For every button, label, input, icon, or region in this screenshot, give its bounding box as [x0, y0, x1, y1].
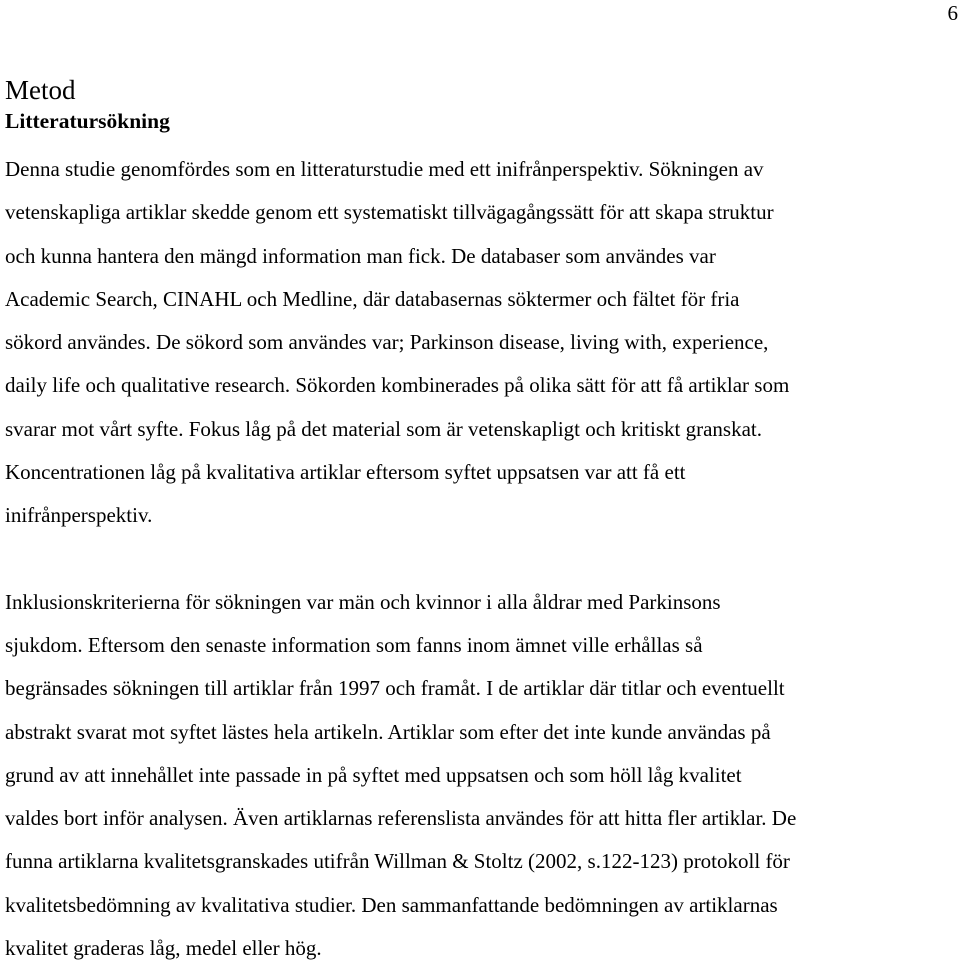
- paragraph-method-description: [5, 148, 957, 538]
- text-line: begränsades sökningen till artiklar från 1997 och framåt. I de artiklar där titlar och eventuellt: [5, 676, 785, 701]
- text-line: funna artiklarna kvalitetsgranskades utifrån Willman & Stoltz (2002, s.122-123) protokoll för: [5, 849, 790, 874]
- text-line: kvalitetsbedömning av kvalitativa studier. Den sammanfattande bedömningen av artiklarnas: [5, 892, 778, 917]
- page-number: 6: [947, 1, 958, 25]
- text-line: Academic Search, CINAHL och Medline, där databasernas söktermer och fältet för fria: [5, 286, 740, 311]
- section-title: Metod: [5, 75, 76, 105]
- document-body: [5, 72, 957, 970]
- text-line: vetenskapliga artiklar skedde genom ett systematiskt tillvägagångssätt för att skapa struktur: [5, 200, 774, 225]
- text-line: Denna studie genomfördes som en litteraturstudie med ett inifrånperspektiv. Sökningen av: [5, 157, 764, 181]
- text-line: kvalitet graderas låg, medel eller hög.: [5, 936, 322, 961]
- text-line: abstrakt svarat mot syftet lästes hela artikeln. Artiklar som efter det inte kunde användas på: [5, 719, 771, 744]
- paragraph-spacer: [5, 538, 957, 581]
- paragraph-inclusion-criteria: [5, 581, 957, 970]
- text-line: sjukdom. Eftersom den senaste information som fanns inom ämnet ville erhållas så: [5, 632, 703, 657]
- section-subtitle: Litteratursökning: [5, 109, 170, 133]
- text-line: valdes bort inför analysen. Även artiklarnas referenslista användes för att hitta fler artiklar. De: [5, 806, 797, 831]
- text-line: sökord användes. De sökord som användes var; Parkinson disease, living with, experience,: [5, 330, 769, 355]
- text-line: Koncentrationen låg på kvalitativa artiklar eftersom syftet uppsatsen var att få ett: [5, 460, 686, 485]
- text-line: svarar mot vårt syfte. Fokus låg på det material som är vetenskapligt och kritiskt granskat.: [5, 416, 762, 441]
- text-line: och kunna hantera den mängd information man fick. De databaser som användes var: [5, 243, 716, 268]
- text-line: daily life och qualitative research. Sökorden kombinerades på olika sätt för att få artiklar som: [5, 373, 790, 398]
- text-line: Inklusionskriterierna för sökningen var män och kvinnor i alla åldrar med Parkinsons: [5, 589, 721, 614]
- text-line: inifrånperspektiv.: [5, 503, 153, 528]
- text-line: grund av att innehållet inte passade in på syftet med uppsatsen och som höll låg kvalitet: [5, 762, 742, 787]
